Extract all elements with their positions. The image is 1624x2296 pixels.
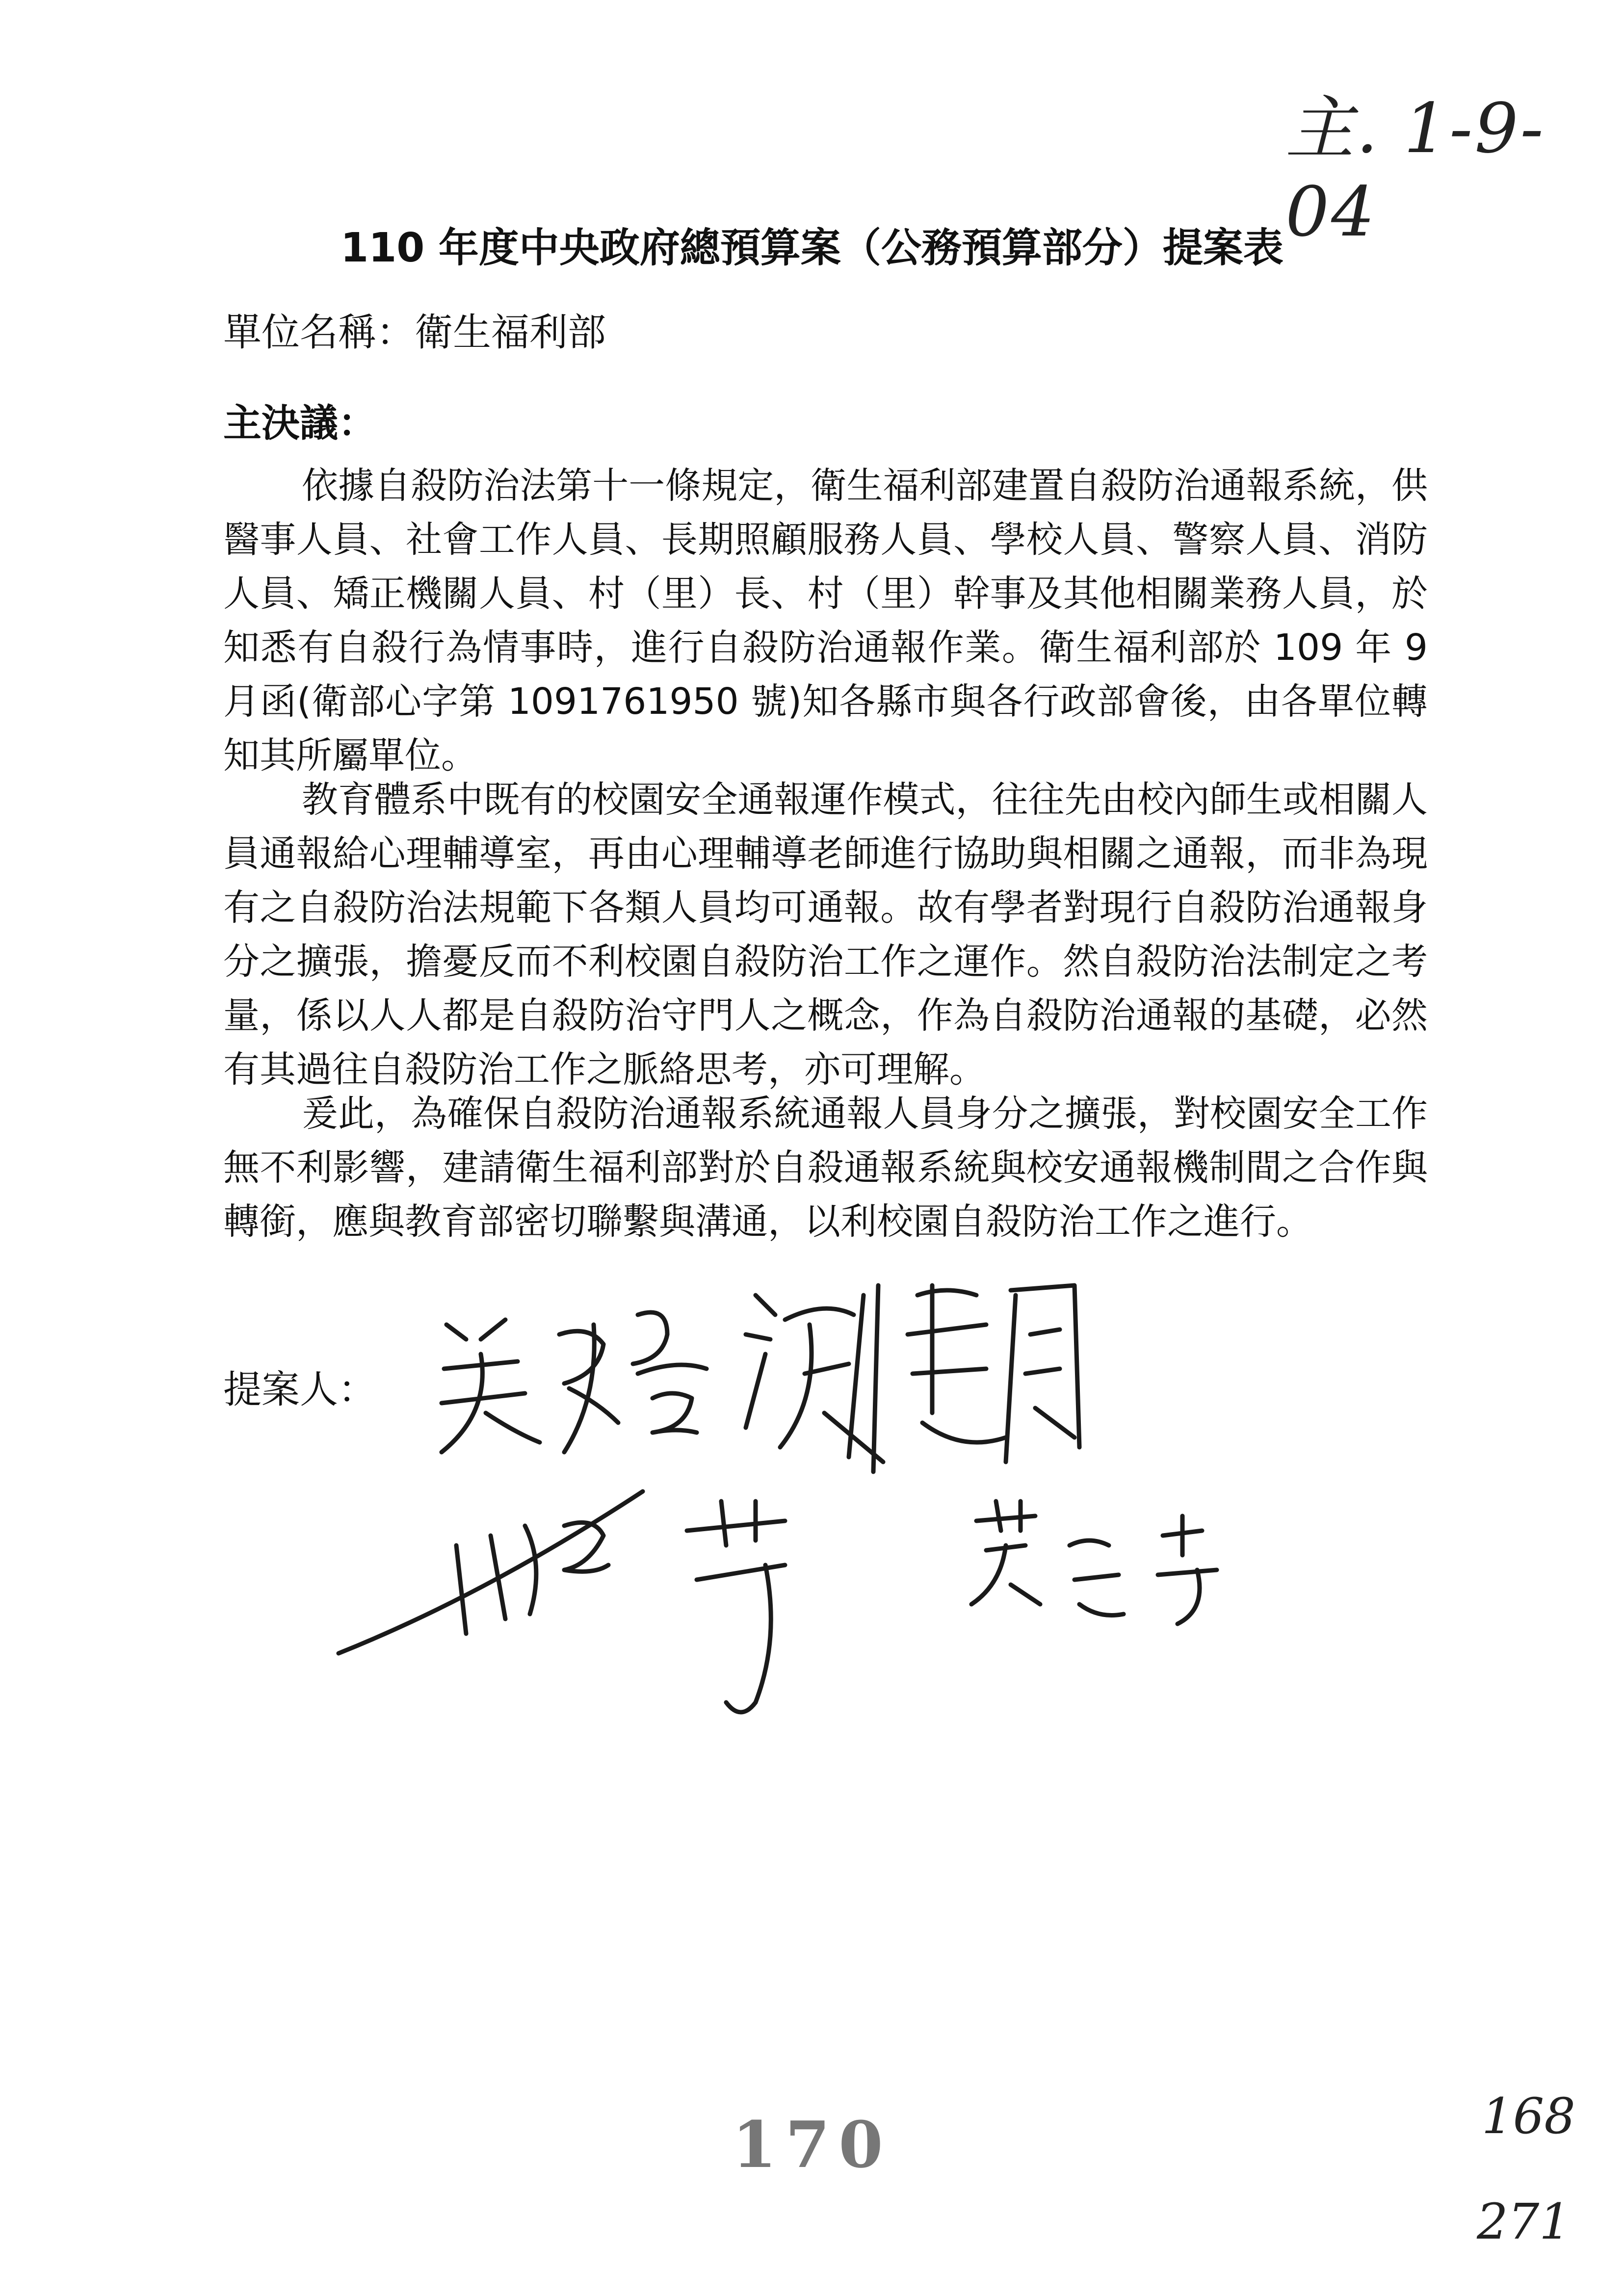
stamped-page-number: 170 (732, 2107, 892, 2182)
signature-3 (339, 1491, 785, 1712)
paragraph-recommendation: 爰此，為確保自殺防治通報系統通報人員身分之擴張，對校園安全工作無不利影響，建請衛生福利部對於自殺通報系統與校安通報機制間之合作與轉銜，應與教育部密切聯繫與溝通，以利校園自殺防治工作之進行。 (223, 1093, 1428, 1243)
handwritten-note-2: 271 (1477, 2193, 1571, 2250)
page-title: 110 年度中央政府總預算案（公務預算部分）提案表 (341, 225, 1283, 271)
signature-4 (971, 1501, 1217, 1624)
signature-2 (746, 1285, 1079, 1472)
handwritten-document-code: 主. 1-9-04 (1285, 89, 1545, 252)
signature-1 (442, 1312, 707, 1452)
paragraph-campus-reporting: 教育體系中既有的校園安全通報運作模式，往往先由校內師生或相關人員通報給心理輔導室，再由心理輔導老師進行協助與相關之通報，而非為現有之自殺防治法規範下各類人員均可通報。故有學者對現行自殺防治通報身分之擴張，擔憂反而不利校園自殺防治工作之運作。然自殺防治法制定之考量，係以人人都是自殺防治守門人之概念，作為自殺防治通報的基礎，必然有其過往自殺防治工作之脈絡思考，亦可理解。 (223, 779, 1428, 1091)
handwritten-note-1: 168 (1482, 2087, 1575, 2145)
resolution-heading: 主決議： (223, 401, 377, 445)
paragraph-legal-basis: 依據自殺防治法第十一條規定，衛生福利部建置自殺防治通報系統，供醫事人員、社會工作人員、長期照顧服務人員、學校人員、警察人員、消防人員、矯正機關人員、村（里）長、村（里）幹事及其他相關業務人員，於知悉有自殺行為情事時，進行自殺防治通報作業。衛生福利部於 109 年 9 月函(衛部心字第 1091761950 號)知各縣市與各行政部會後，由各單位轉知其所屬單位。 (223, 465, 1428, 777)
proposer-label: 提案人： (223, 1368, 377, 1412)
unit-name-line: 單位名稱：衛生福利部 (223, 311, 606, 355)
